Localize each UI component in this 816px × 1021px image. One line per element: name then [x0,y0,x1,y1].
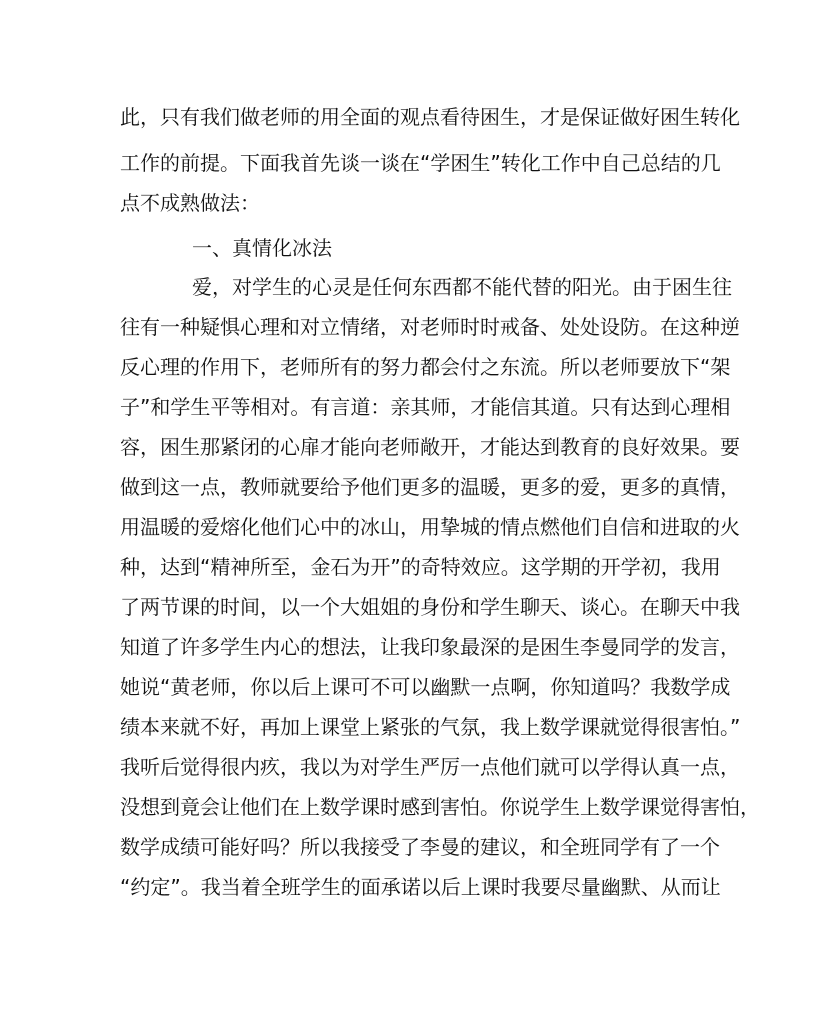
paragraph-line: 点不成熟做法： [120,191,260,215]
paragraph-line: 她说“黄老师，你以后上课可不可以幽默一点啊，你知道吗？我数学成 [120,675,731,699]
paragraph-line: 数学成绩可能好吗？所以我接受了李曼的建议，和全班同学有了一个 [120,835,720,859]
section-heading: 一、真情化冰法 [192,236,332,260]
paragraph-line: 工作的前提。下面我首先谈一谈在“学困生”转化工作中自己总结的几 [120,151,721,175]
paragraph-line: 用温暖的爱熔化他们心中的冰山，用挚城的情点燃他们自信和进取的火 [120,515,740,539]
paragraph-line: 没想到竟会让他们在上数学课时感到害怕。你说学生上数学课觉得害怕， [120,795,760,819]
paragraph-line: 往有一种疑惧心理和对立情绪，对老师时时戒备、处处设防。在这种逆 [120,315,740,339]
paragraph-line: 容，困生那紧闭的心扉才能向老师敞开，才能达到教育的良好效果。要 [120,435,740,459]
paragraph-line: 我听后觉得很内疚，我以为对学生严厉一点他们就可以学得认真一点， [120,755,740,779]
paragraph-line: 种，达到“精神所至，金石为开”的奇特效应。这学期的开学初，我用 [120,555,721,579]
paragraph-line: 爱，对学生的心灵是任何东西都不能代替的阳光。由于困生往 [192,275,732,299]
paragraph-line: 了两节课的时间，以一个大姐姐的身份和学生聊天、谈心。在聊天中我 [120,595,740,619]
paragraph-line: 做到这一点，教师就要给予他们更多的温暖，更多的爱，更多的真情， [120,475,740,499]
paragraph-line: “约定”。我当着全班学生的面承诺以后上课时我要尽量幽默、从而让 [120,875,721,899]
paragraph-line: 知道了许多学生内心的想法，让我印象最深的是困生李曼同学的发言， [120,635,740,659]
paragraph-line: 反心理的作用下，老师所有的努力都会付之东流。所以老师要放下“架 [120,355,731,379]
paragraph-line: 绩本来就不好，再加上课堂上紧张的气氛，我上数学课就觉得很害怕。” [120,715,741,739]
paragraph-line: 此，只有我们做老师的用全面的观点看待困生，才是保证做好困生转化 [120,105,740,129]
paragraph-line: 子”和学生平等相对。有言道：亲其师，才能信其道。只有达到心理相 [120,395,731,419]
